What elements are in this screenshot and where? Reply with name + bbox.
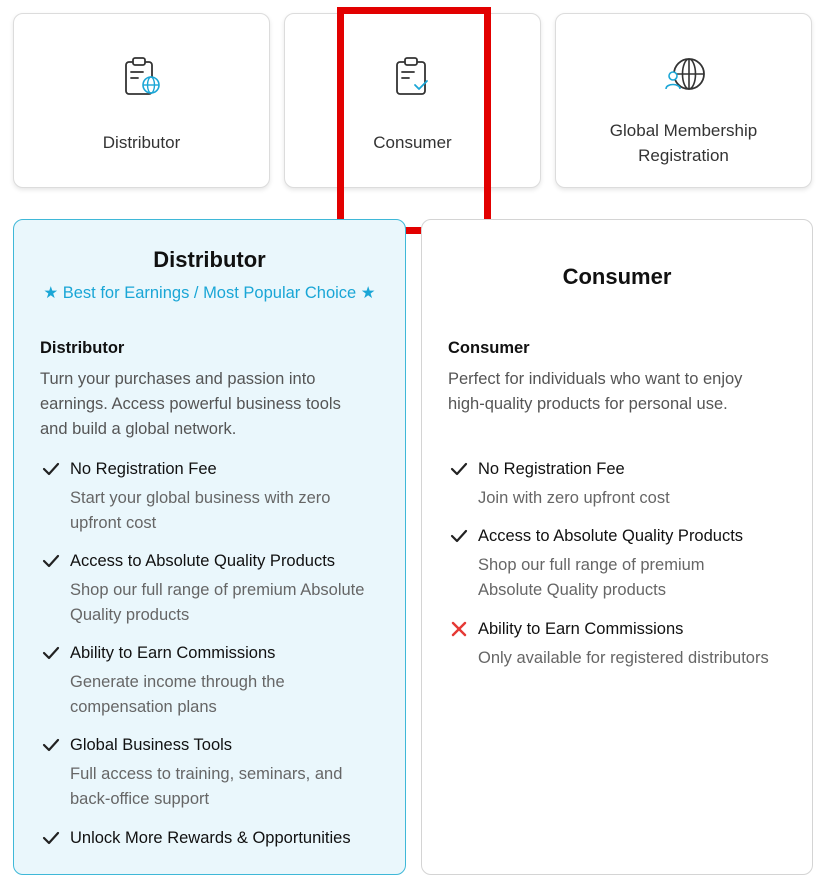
card-title: Distributor: [153, 247, 266, 272]
feature-title: Global Business Tools: [70, 736, 233, 754]
check-icon: [450, 527, 468, 545]
check-icon: [450, 460, 468, 478]
check-icon: [42, 736, 60, 754]
check-icon: [42, 644, 60, 662]
feature-description: Shop our full range of premium Absolute Quality products: [70, 581, 365, 624]
check-icon: [42, 829, 60, 847]
tile-global-membership-registration[interactable]: [555, 13, 812, 188]
feature-item: [40, 641, 370, 720]
feature-description: Only available for registered distributors: [478, 649, 769, 667]
tile-consumer[interactable]: [284, 13, 541, 188]
feature-item: [448, 617, 798, 671]
feature-title: No Registration Fee: [478, 460, 625, 478]
feature-item: [448, 524, 748, 603]
feature-item: [448, 457, 788, 511]
tile-label: Global Membership Registration: [609, 121, 758, 165]
feature-description: Generate income through the compensation plans: [70, 673, 285, 716]
feature-title: Unlock More Rewards & Opportunities: [70, 829, 351, 847]
card-subtitle: ★ Best for Earnings / Most Popular Choice ★: [43, 284, 376, 302]
section-title: Distributor: [40, 339, 125, 357]
consumer-plan-card: [421, 219, 813, 875]
feature-title: No Registration Fee: [70, 460, 217, 478]
feature-title: Access to Absolute Quality Products: [478, 527, 744, 545]
feature-description: Join with zero upfront cost: [478, 489, 670, 507]
feature-description: Start your global business with zero upfront cost: [70, 489, 331, 532]
feature-title: Ability to Earn Commissions: [70, 644, 276, 662]
tile-label: Consumer: [373, 133, 452, 152]
clipboard-globe-icon: [121, 56, 163, 98]
check-icon: [42, 552, 60, 570]
feature-item: [40, 733, 370, 812]
section-title: Consumer: [448, 339, 530, 357]
cross-icon: [450, 620, 468, 638]
feature-title: Access to Absolute Quality Products: [70, 552, 336, 570]
check-icon: [42, 460, 60, 478]
feature-item: [40, 826, 380, 850]
distributor-plan-card: [13, 219, 406, 875]
tile-distributor[interactable]: [13, 13, 270, 188]
section-description: Perfect for individuals who want to enjoy high-quality products for personal use.: [448, 370, 743, 413]
feature-description: Shop our full range of premium Absolute Quality products: [478, 556, 705, 599]
feature-item: [40, 457, 370, 536]
clipboard-check-icon: [392, 56, 434, 98]
feature-item: [40, 549, 370, 628]
feature-title: Ability to Earn Commissions: [478, 620, 684, 638]
card-title: Consumer: [562, 264, 672, 289]
feature-description: Full access to training, seminars, and back-office support: [70, 765, 343, 808]
person-globe-icon: [663, 54, 705, 96]
tile-label: Distributor: [102, 133, 181, 152]
section-description: Turn your purchases and passion into earnings. Access powerful business tools and build a global network.: [40, 370, 341, 438]
